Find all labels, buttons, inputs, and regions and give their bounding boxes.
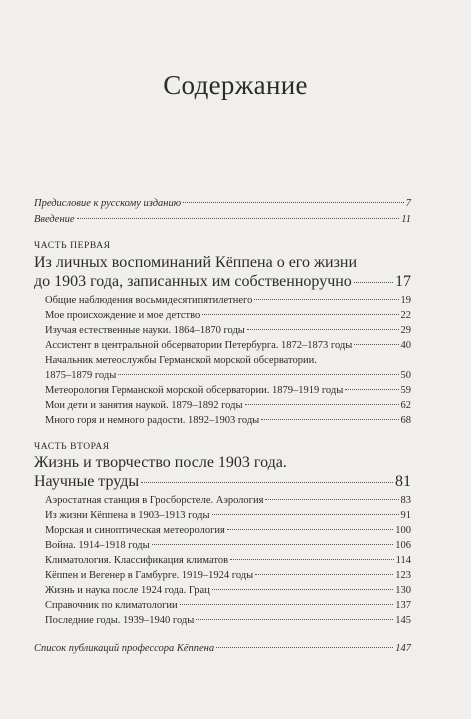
entry-label: Справочник по климатологии	[45, 600, 178, 611]
dot-leader	[261, 419, 398, 420]
entry-page: 145	[395, 615, 411, 626]
toc-entry	[45, 414, 411, 428]
toc-entry	[45, 524, 411, 538]
entry-page: 83	[400, 495, 411, 506]
entry-page: 123	[395, 570, 411, 581]
entry-label: Метеорология Германской морской обсерватории. 1879–1919 годы	[45, 385, 344, 396]
entry-page: 91	[400, 510, 411, 521]
toc-entry	[45, 309, 411, 323]
dot-leader	[196, 619, 393, 620]
toc-entry	[45, 294, 411, 308]
entry-page: 11	[401, 214, 411, 225]
entry-label: Мои дети и занятия наукой. 1879–1892 годы	[45, 400, 243, 411]
dot-leader	[254, 299, 398, 300]
part1-heading	[34, 272, 411, 291]
dot-leader	[354, 344, 398, 345]
toc-entry	[45, 599, 411, 613]
entry-page: 17	[395, 273, 411, 290]
entry-page: 114	[395, 555, 411, 566]
entry-page: 40	[400, 340, 411, 351]
entry-label: Аэростатная станция в Гросборстеле. Аэрология	[45, 495, 264, 506]
entry-page: 147	[395, 643, 411, 654]
part2-heading	[34, 472, 411, 491]
toc-entry	[45, 369, 411, 383]
toc-entry	[45, 399, 411, 413]
entry-label: Много горя и немного радости. 1892–1903 годы	[45, 415, 260, 426]
entry-label: Изучая естественные науки. 1864–1870 годы	[45, 325, 245, 336]
entry-label: Предисловие к русскому изданию	[34, 198, 182, 209]
toc-entry-publications	[34, 642, 411, 656]
toc-entry	[45, 339, 411, 353]
entry-label: Общие наблюдения восьмидесятипятилетнего	[45, 295, 253, 306]
entry-label: Жизнь и наука после 1924 года. Грац	[45, 585, 210, 596]
entry-label: до 1903 года, записанных им собственноручно	[34, 273, 352, 290]
toc-entry	[45, 569, 411, 583]
entry-label: Климатология. Классификация климатов	[45, 555, 229, 566]
entry-page: 68	[400, 415, 411, 426]
entry-label: 1875–1879 годы	[45, 370, 117, 381]
page-title: Содержание	[163, 70, 308, 100]
dot-leader	[247, 329, 399, 330]
entry-label: Введение	[34, 214, 75, 225]
dot-leader	[152, 544, 394, 545]
entry-page: 100	[395, 525, 411, 536]
toc-entry	[45, 509, 411, 523]
entry-label: Научные труды	[34, 473, 140, 490]
entry-page: 29	[400, 325, 411, 336]
toc-entry	[45, 384, 411, 398]
dot-leader	[180, 604, 394, 605]
dot-leader	[255, 574, 393, 575]
entry-page: 137	[395, 600, 411, 611]
dot-leader	[227, 529, 393, 530]
toc-entry	[45, 584, 411, 598]
part1-section-label: ЧАСТЬ ПЕРВАЯ	[34, 241, 111, 251]
dot-leader	[212, 589, 393, 590]
toc-entry	[45, 554, 411, 568]
entry-label: Список публикаций профессора Кёппена	[34, 643, 215, 654]
dot-leader	[216, 647, 393, 648]
entry-page: 106	[395, 540, 411, 551]
dot-leader	[77, 218, 400, 219]
toc-entry-line1: Начальник метеослужбы Германской морской обсерватории.	[45, 355, 317, 366]
part1-heading-line1: Из личных воспоминаний Кёппена о его жизни	[34, 254, 358, 271]
entry-page: 7	[405, 198, 411, 209]
entry-page: 81	[395, 473, 411, 490]
entry-label: Ассистент в центральной обсерватории Петербурга. 1872–1873 годы	[45, 340, 353, 351]
toc-entry	[45, 539, 411, 553]
dot-leader	[118, 374, 398, 375]
entry-label: Кёппен и Вегенер в Гамбурге. 1919–1924 годы	[45, 570, 254, 581]
entry-page: 130	[395, 585, 411, 596]
entry-page: 62	[400, 400, 411, 411]
entry-label: Война. 1914–1918 годы	[45, 540, 150, 551]
dot-leader	[345, 389, 398, 390]
toc-entry-introduction	[34, 213, 411, 227]
entry-label: Последние годы. 1939–1940 годы	[45, 615, 195, 626]
dot-leader	[202, 314, 398, 315]
dot-leader	[245, 404, 399, 405]
dot-leader	[141, 482, 393, 483]
dot-leader	[183, 202, 404, 203]
entry-page: 59	[400, 385, 411, 396]
part2-heading-line1: Жизнь и творчество после 1903 года.	[34, 454, 287, 471]
dot-leader	[212, 514, 399, 515]
entry-page: 22	[400, 310, 411, 321]
toc-entry-preface	[34, 197, 411, 211]
entry-page: 19	[400, 295, 411, 306]
dot-leader	[265, 499, 398, 500]
part2-section-label: ЧАСТЬ ВТОРАЯ	[34, 442, 110, 452]
entry-label: Мое происхождение и мое детство	[45, 310, 201, 321]
dot-leader	[354, 282, 393, 283]
entry-label: Морская и синоптическая метеорология	[45, 525, 225, 536]
toc-entry	[45, 494, 411, 508]
toc-entry	[45, 324, 411, 338]
entry-label: Из жизни Кёппена в 1903–1913 годы	[45, 510, 210, 521]
dot-leader	[230, 559, 394, 560]
toc-entry	[45, 614, 411, 628]
entry-page: 50	[400, 370, 411, 381]
